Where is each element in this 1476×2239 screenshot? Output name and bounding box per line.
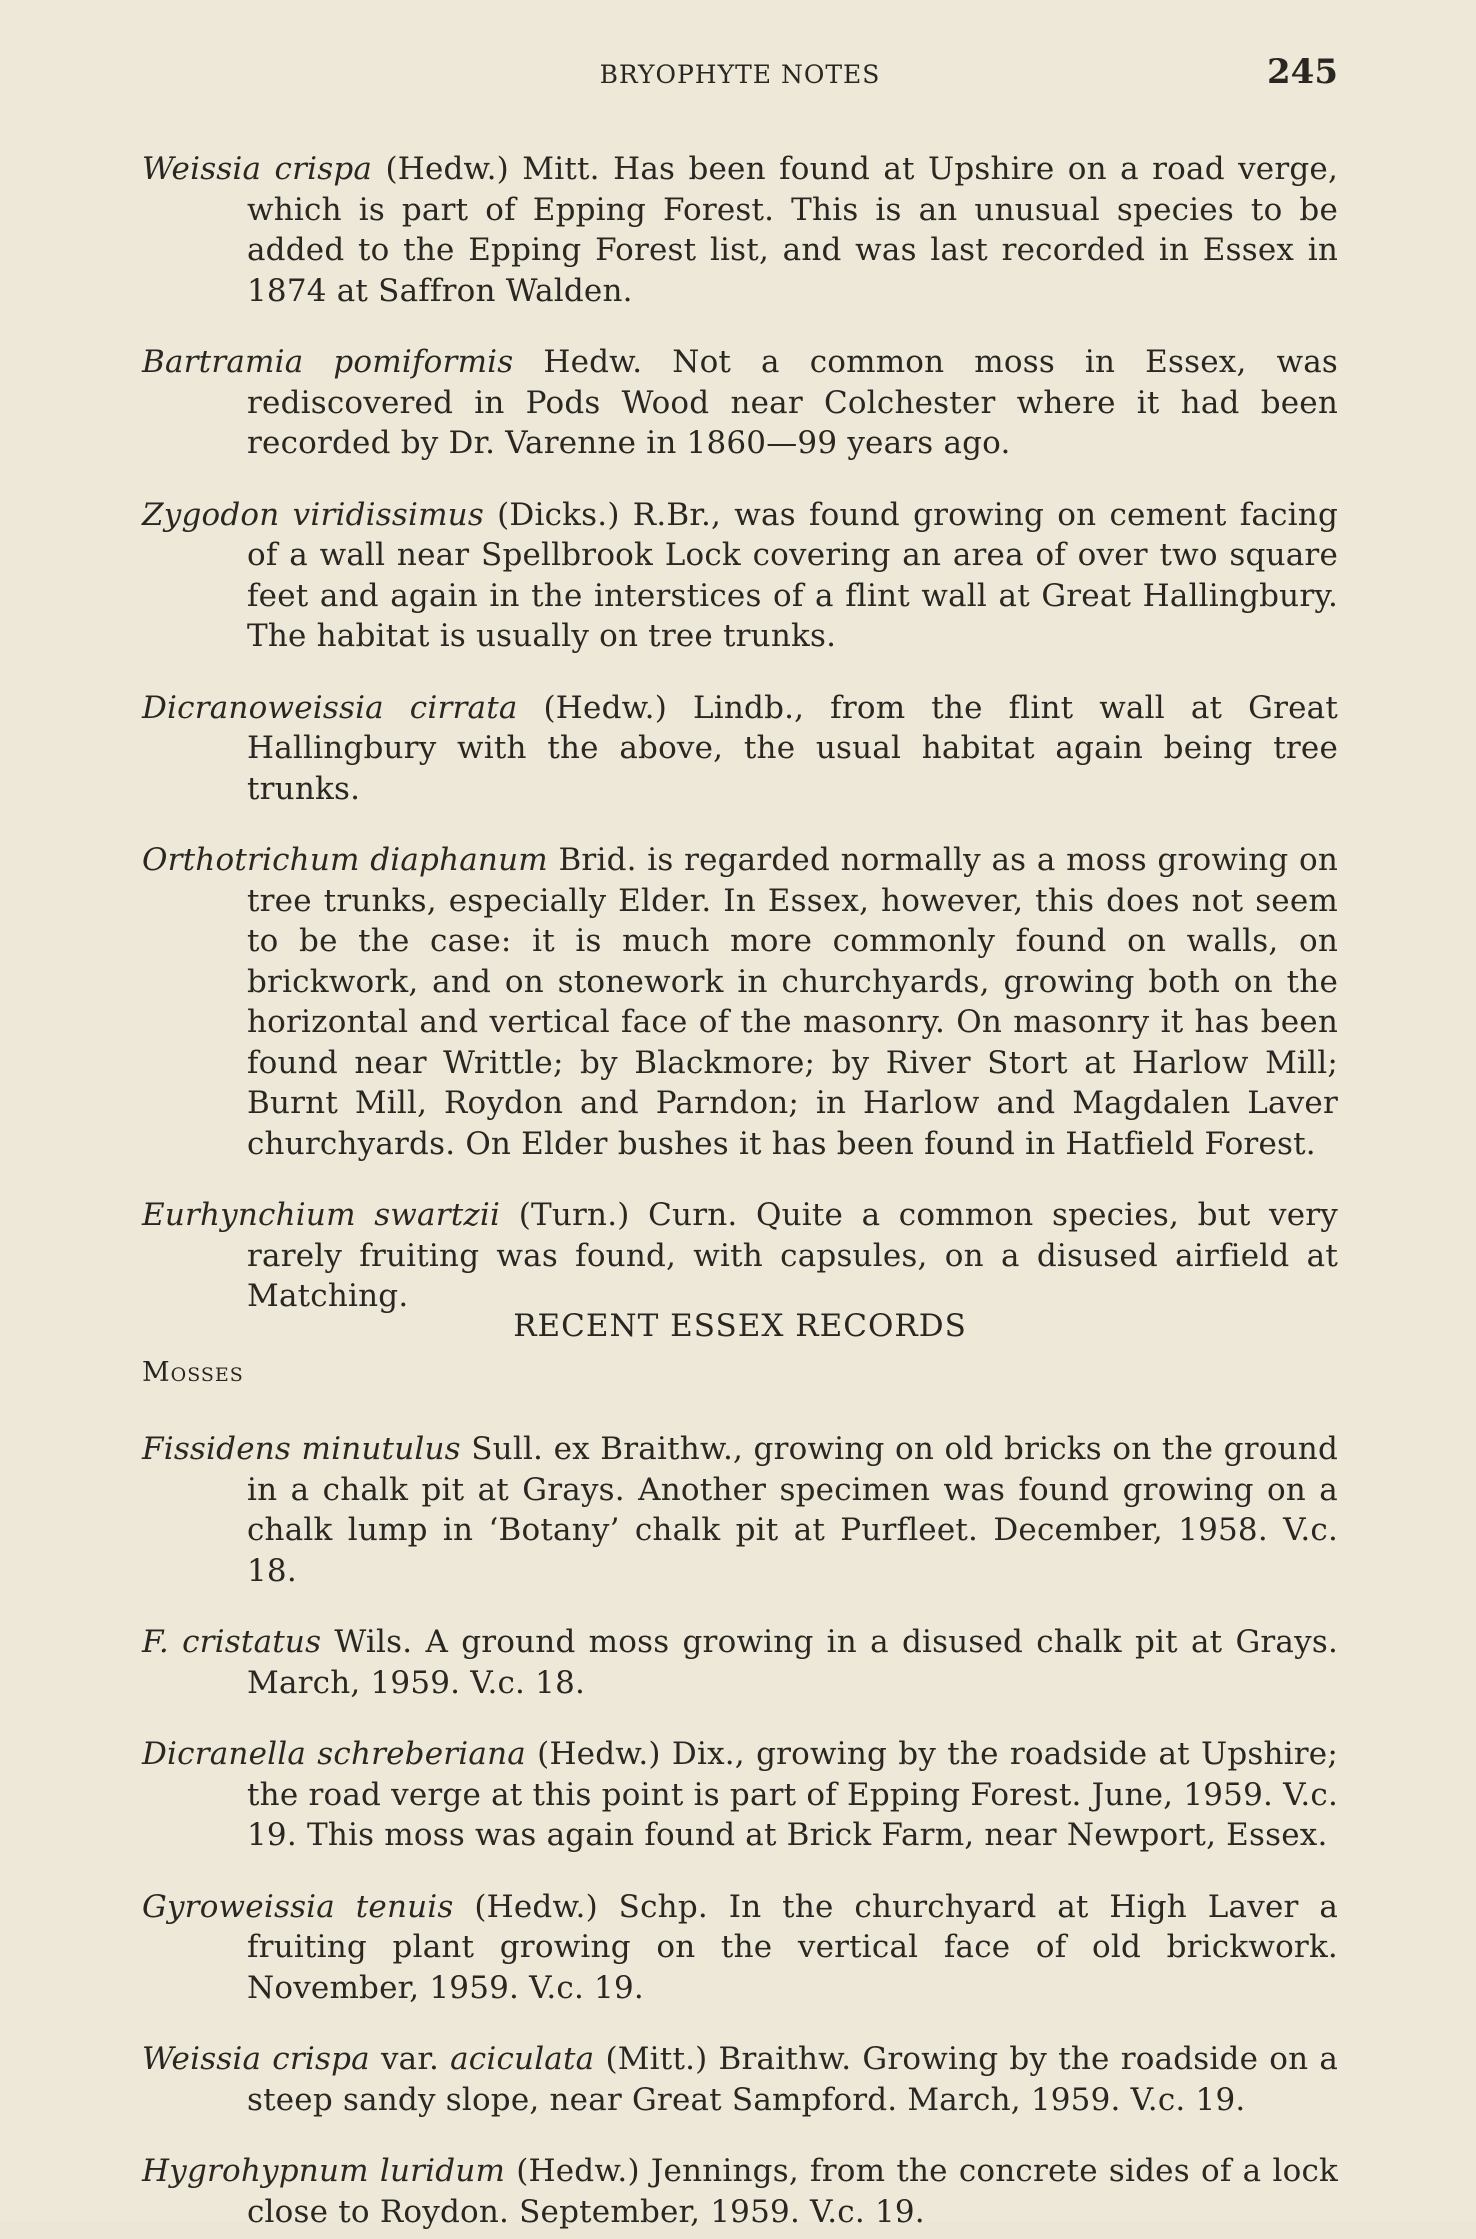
taxon-name: Zygodon viridissimus bbox=[142, 496, 484, 533]
record-entry bbox=[142, 1622, 1338, 1703]
note-text: Hedw. Not a common moss in Essex, was rediscovered in Pods Wood near Colchester where it had been recorded by Dr. Varenne in 1860—99 years ago. bbox=[247, 344, 1338, 461]
records-list bbox=[142, 1398, 1338, 2239]
taxon-name: Fissidens minutulus bbox=[142, 1431, 461, 1467]
record-entry bbox=[142, 1429, 1338, 1591]
taxon-name: Hygrohypnum luridum bbox=[142, 2153, 506, 2189]
record-entry bbox=[142, 2151, 1338, 2232]
page-number: 245 bbox=[1267, 52, 1338, 92]
note-text: Brid. is regarded normally as a moss growing on tree trunks, especially Elder. In Essex, however, this does not seem to be the case: it is much more commonly found on walls, on brickwork, and on stonework in churchyards, growing both on the horizontal and vertical face of the masonry. On masonry it has been found near Writtle; by Blackmore; by River Stort at Harlow Mill; Burnt Mill, Roydon and Parndon; in Harlow and Magdalen Laver churchyards. On Elder bushes it has been found in Hatfield Forest. bbox=[247, 842, 1339, 1162]
taxon-name: F. cristatus bbox=[142, 1624, 322, 1660]
running-head bbox=[142, 52, 1338, 96]
record-text: (Hedw.) Dix., growing by the roadside at Upshire; the road verge at this point is part of Epping Forest. June, 1959. V.c. 19. This moss was again found at Brick Farm, near Newport, Essex. bbox=[247, 1736, 1338, 1853]
record-text: (Hedw.) Jennings, from the concrete sides of a lock close to Roydon. September, 1959. V.c. 19. bbox=[247, 2153, 1339, 2230]
taxon-name: Dicranella schreberiana bbox=[142, 1736, 526, 1772]
record-text: Sull. ex Braithw., growing on old bricks on the ground in a chalk pit at Grays. Another specimen was found growing on a chalk lump in ‘Botany’ chalk pit at Purfleet. December, 1958. V.c. 18. bbox=[247, 1431, 1338, 1589]
section-subheading: Mosses bbox=[142, 1357, 244, 1388]
running-title: BRYOPHYTE NOTES bbox=[599, 60, 881, 89]
taxon-name: Eurhynchium swartzii bbox=[142, 1197, 501, 1233]
record-entry bbox=[142, 1887, 1338, 2009]
variety-name: aciculata bbox=[450, 2041, 595, 2077]
taxon-name: Dicranoweissia cirrata bbox=[142, 689, 518, 726]
record-text: (Hedw.) Schp. In the churchyard at High Laver a fruiting plant growing on the vertical face of old brickwork. November, 1959. V.c. 19. bbox=[247, 1888, 1338, 2006]
note-entry bbox=[142, 840, 1338, 1164]
note-entry bbox=[142, 495, 1338, 657]
taxon-name: Weissia crispa bbox=[142, 2041, 370, 2077]
taxon-name: Weissia crispa bbox=[142, 151, 373, 187]
record-entry bbox=[142, 1734, 1338, 1856]
note-entry bbox=[142, 149, 1338, 311]
note-entry bbox=[142, 1195, 1338, 1317]
note-text: (Hedw.) Mitt. Has been found at Upshire on a road verge, which is part of Epping Forest. This is an unusual species to be added to the Epping Forest list, and was last recorded in Essex in 1874 at Saffron Walden. bbox=[247, 151, 1339, 309]
note-text: (Turn.) Curn. Quite a common species, but very rarely fruiting was found, with capsules, on a disused airfield at Matching. bbox=[247, 1197, 1338, 1314]
taxon-name: Orthotrichum diaphanum bbox=[142, 842, 548, 878]
note-entry bbox=[142, 688, 1338, 810]
section-heading: RECENT ESSEX RECORDS bbox=[513, 1308, 967, 1344]
note-text: (Hedw.) Lindb., from the flint wall at Great Hallingbury with the above, the usual habitat again being tree trunks. bbox=[247, 689, 1338, 807]
note-entry bbox=[142, 342, 1338, 464]
taxon-name: Bartramia pomiformis bbox=[142, 344, 514, 380]
record-text-var: var. bbox=[369, 2041, 451, 2077]
taxon-name: Gyroweissia tenuis bbox=[142, 1888, 454, 1925]
record-text: Wils. A ground moss growing in a disused chalk pit at Grays. March, 1959. V.c. 18. bbox=[247, 1624, 1338, 1701]
record-entry bbox=[142, 2039, 1338, 2120]
note-text: (Dicks.) R.Br., was found growing on cement facing of a wall near Spellbrook Lock covering an area of over two square feet and again in the interstices of a flint wall at Great Hallingbury. The habitat is usually on tree trunks. bbox=[247, 496, 1338, 654]
record-text: (Mitt.) Braithw. Growing by the roadside on a steep sandy slope, near Great Sampford. March, 1959. V.c. 19. bbox=[247, 2041, 1339, 2118]
notes-list bbox=[142, 118, 1338, 1324]
